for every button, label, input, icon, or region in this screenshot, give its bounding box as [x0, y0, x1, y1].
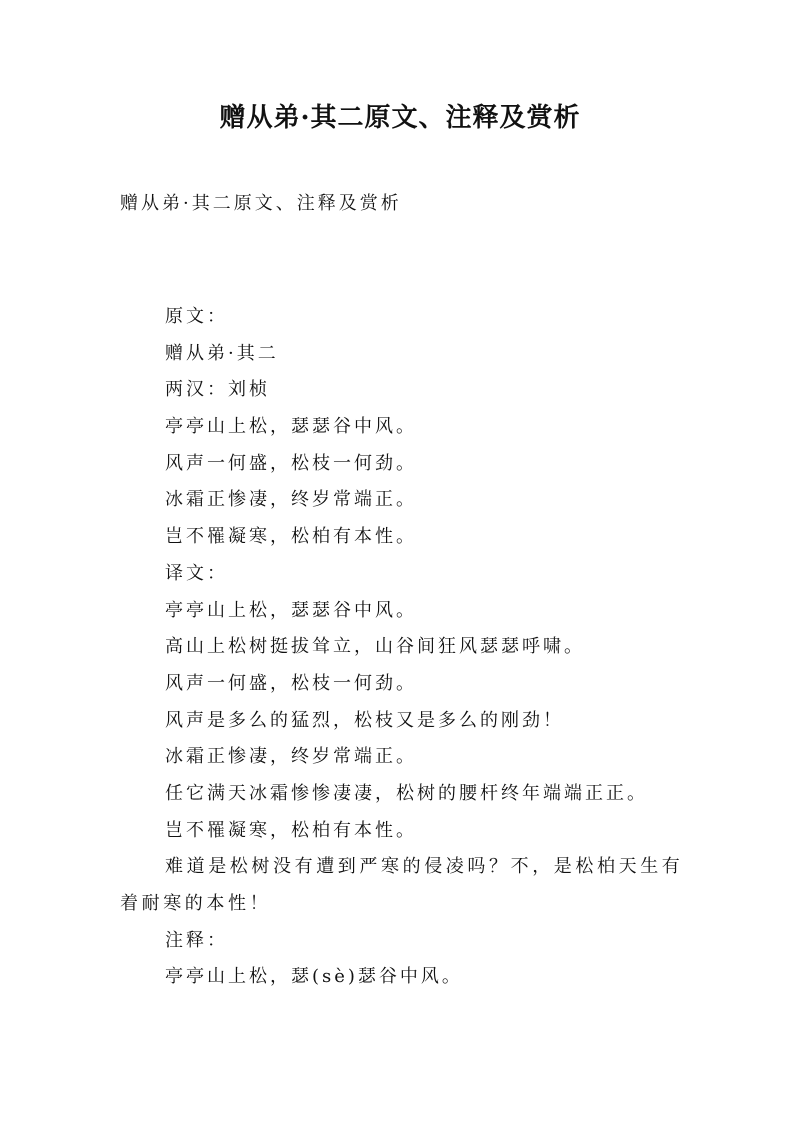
- section-heading-translation: 译文：: [165, 562, 228, 584]
- document-title: 赠从弟·其二原文、注释及赏析: [219, 103, 581, 133]
- poem-title: 赠从弟·其二: [165, 342, 279, 364]
- poem-line: 冰霜正惨凄，终岁常端正。: [165, 746, 417, 768]
- poem-author: 两汉：刘桢: [165, 379, 270, 401]
- poem-line: 岂不罹凝寒，松柏有本性。: [165, 819, 417, 841]
- poem-line: 亭亭山上松，瑟瑟谷中风。: [165, 416, 417, 438]
- poem-line: 风声一何盛，松枝一何劲。: [165, 672, 417, 694]
- translation-paragraph: 难道是松树没有遭到严寒的侵凌吗？不，是松柏天生有着耐寒的本性！: [120, 856, 684, 915]
- translation-line: 任它满天冰霜惨惨凄凄，松树的腰杆终年端端正正。: [165, 782, 648, 804]
- translation-line: 风声是多么的猛烈，松枝又是多么的刚劲！: [165, 709, 564, 731]
- poem-line: 风声一何盛，松枝一何劲。: [165, 452, 417, 474]
- section-heading-notes: 注释：: [165, 929, 228, 951]
- note-line: 亭亭山上松，瑟(sè)瑟谷中风。: [165, 966, 463, 988]
- translation-line: 高山上松树挺拔耸立，山谷间狂风瑟瑟呼啸。: [165, 636, 585, 658]
- poem-line: 冰霜正惨凄，终岁常端正。: [165, 489, 417, 511]
- document-body: [120, 299, 690, 996]
- poem-line: 岂不罹凝寒，松柏有本性。: [165, 526, 417, 548]
- document-subtitle: 赠从弟·其二原文、注释及赏析: [120, 193, 402, 214]
- poem-line: 亭亭山上松，瑟瑟谷中风。: [165, 599, 417, 621]
- section-heading-original: 原文：: [165, 306, 228, 327]
